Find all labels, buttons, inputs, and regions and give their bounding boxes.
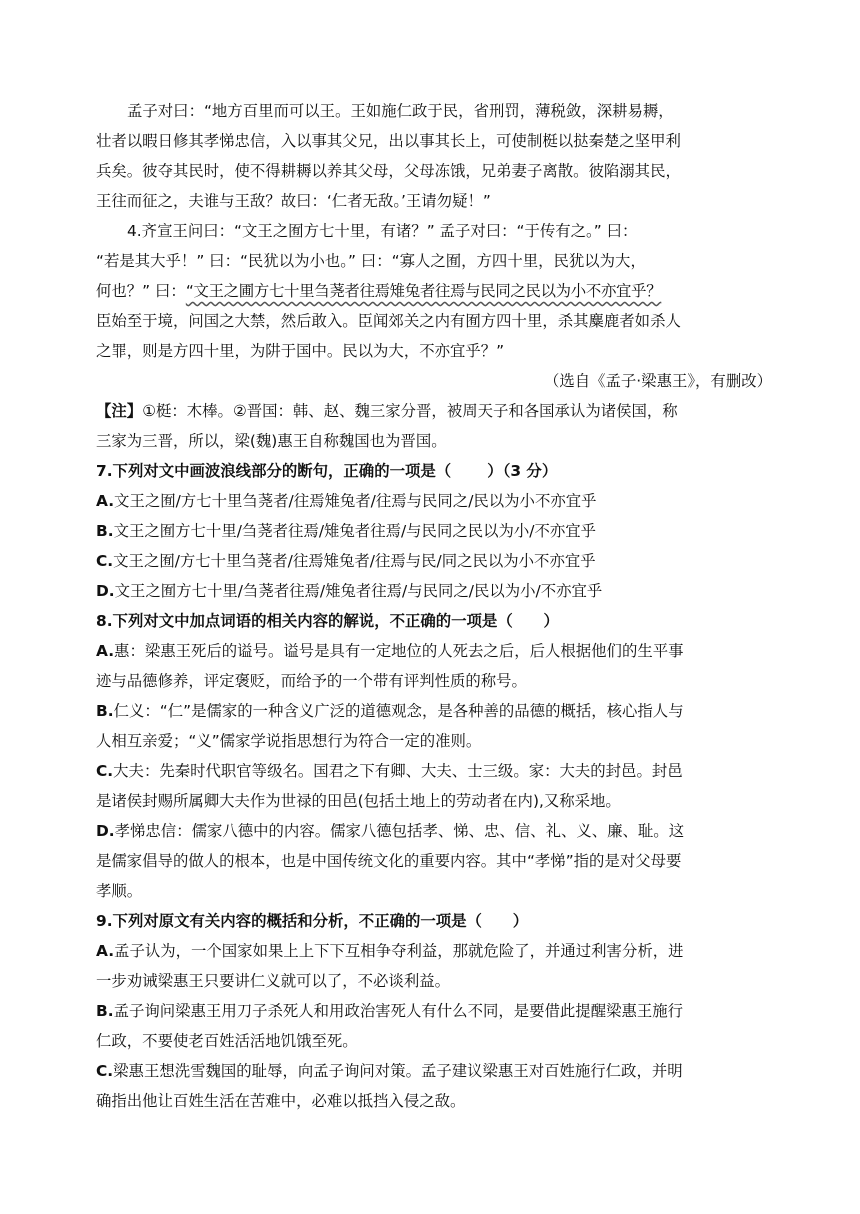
document-page: [96, 96, 772, 1116]
passage-line: 王往而征之，夫谁与王敌？故曰：‘仁者无敌。’王请勿疑！”: [96, 192, 491, 210]
option-text: 惠：梁惠王死后的谥号。谥号是具有一定地位的人死去之后，后人根据他们的生平事: [114, 642, 684, 660]
option-text: 孝悌忠信：儒家八德中的内容。儒家八德包括孝、悌、忠、信、礼、义、廉、耻。这: [114, 822, 685, 840]
question-stem: 7.下列对文中画波浪线部分的断句，正确的一项是（ ）（3 分）: [96, 462, 558, 480]
note-block: [96, 396, 772, 456]
option-text-line: 仁政，不要使老百姓活活地饥饿至死。: [96, 1032, 358, 1050]
option-text: 文王之囿/方七十里刍荛者/往焉雉兔者/往焉与民/同之民以为小不亦宜乎: [113, 552, 596, 570]
note-line: [96, 396, 772, 426]
option-text: 梁惠王想洗雪魏国的耻辱，向孟子询问对策。孟子建议梁惠王对百姓施行仁政，并明: [113, 1062, 683, 1080]
option-label: C.: [96, 762, 114, 780]
option-label: B.: [96, 702, 114, 720]
option-text-line: 确指出他让百姓生活在苦难中，必难以抵挡入侵之敌。: [96, 1092, 466, 1110]
option-a: [96, 486, 772, 516]
option-c: [96, 546, 772, 576]
option-label: B.: [96, 522, 114, 540]
option-d: [96, 576, 772, 606]
question-stem: 8.下列对文中加点词语的相关内容的解说，不正确的一项是（ ）: [96, 612, 559, 630]
source-citation: （选自《孟子·梁惠王》，有删改）: [543, 372, 772, 390]
option-text-line: 孝顺。: [96, 882, 143, 900]
passage-text: 何也？” 曰：: [96, 282, 186, 300]
note-label: 【注】: [96, 402, 143, 420]
passage-line: 4.齐宣王问曰：“文王之囿方七十里，有诸？” 孟子对曰：“于传有之。” 曰：: [127, 222, 638, 240]
option-text: 仁义：“仁”是儒家的一种含义广泛的道德观念，是各种善的品德的概括，核心指人与: [113, 702, 684, 720]
option-text-line: 是儒家倡导的做人的根本，也是中国传统文化的重要内容。其中“孝悌”指的是对父母要: [96, 852, 682, 870]
option-d: [96, 816, 772, 846]
passage-line: “若是其大乎！” 曰：“民犹以为小也。” 曰：“寡人之囿，方四十里，民犹以为大，: [96, 252, 646, 270]
option-c: [96, 1056, 772, 1086]
note-text: ①梃：木棒。②晋国：韩、赵、魏三家分晋，被周天子和各国承认为诸侯国，称: [142, 402, 678, 420]
passage-line: [96, 276, 772, 306]
option-label: A.: [96, 942, 115, 960]
option-text: 文王之囿方七十里/刍荛者往焉/雉兔者往焉/与民同之/民以为小/不亦宜乎: [114, 582, 603, 600]
passage-line: 孟子对曰：“地方百里而可以王。王如施仁政于民，省刑罚，薄税敛，深耕易耨，: [127, 102, 674, 120]
option-label: C.: [96, 1062, 114, 1080]
question-7: [96, 456, 772, 606]
option-text: 孟子询问梁惠王用刀子杀死人和用政治害死人有什么不同，是要借此提醒梁惠王施行: [113, 1002, 684, 1020]
wavy-underlined-sentence: “文王之圃方七十里刍荛者往焉雉兔者往焉与民同之民以为小不亦宜乎？: [185, 282, 662, 300]
passage-line: 之罪，则是方四十里，为阱于国中。民以为大，不亦宜乎？”: [96, 342, 505, 360]
note-line: 三家为三晋，所以，梁(魏)惠王自称魏国也为晋国。: [96, 432, 447, 450]
option-label: A.: [96, 492, 115, 510]
option-label: B.: [96, 1002, 114, 1020]
option-label: D.: [96, 582, 115, 600]
option-label: A.: [96, 642, 115, 660]
option-a: [96, 936, 772, 966]
option-text-line: 是诸侯封赐所属卿大夫作为世禄的田邑(包括土地上的劳动者在内),又称采地。: [96, 792, 621, 810]
question-9: [96, 906, 772, 1116]
option-label: D.: [96, 822, 115, 840]
option-a: [96, 636, 772, 666]
passage-line: 壮者以暇日修其孝悌忠信，入以事其父兄，出以事其长上，可使制梃以挞秦楚之坚甲利: [96, 132, 681, 150]
option-label: C.: [96, 552, 114, 570]
option-text: 孟子认为，一个国家如果上上下下互相争夺利益，那就危险了，并通过利害分析，进: [114, 942, 684, 960]
option-text: 大夫：先秦时代职官等级名。国君之下有卿、大夫、士三级。家：大夫的封邑。封邑: [113, 762, 683, 780]
question-stem: 9.下列对原文有关内容的概括和分析，不正确的一项是（ ）: [96, 912, 529, 930]
passage-paragraph-2: [96, 216, 772, 366]
option-text-line: 人相互亲爱；“义”儒家学说指思想行为符合一定的准则。: [96, 732, 482, 750]
option-text-line: 一步劝诫梁惠王只要讲仁义就可以了，不必谈利益。: [96, 972, 450, 990]
passage-line: 兵矣。彼夺其民时，使不得耕耨以养其父母，父母冻饿，兄弟妻子离散。彼陷溺其民，: [96, 162, 681, 180]
option-text: 文王之囿方七十里/刍荛者往焉/雉兔者往焉/与民同之民以为小/不亦宜乎: [113, 522, 597, 540]
option-text-line: 迹与品德修养，评定褒贬，而给予的一个带有评判性质的称号。: [96, 672, 527, 690]
option-b: [96, 696, 772, 726]
passage-paragraph-1: [96, 96, 772, 216]
option-b: [96, 996, 772, 1026]
option-c: [96, 756, 772, 786]
passage-line: 臣始至于境，问国之大禁，然后敢入。臣闻郊关之内有囿方四十里，杀其麋鹿者如杀人: [96, 312, 681, 330]
option-text: 文王之囿/方七十里刍荛者/往焉雉兔者/往焉与民同之/民以为小不亦宜乎: [114, 492, 597, 510]
question-8: [96, 606, 772, 906]
option-b: [96, 516, 772, 546]
